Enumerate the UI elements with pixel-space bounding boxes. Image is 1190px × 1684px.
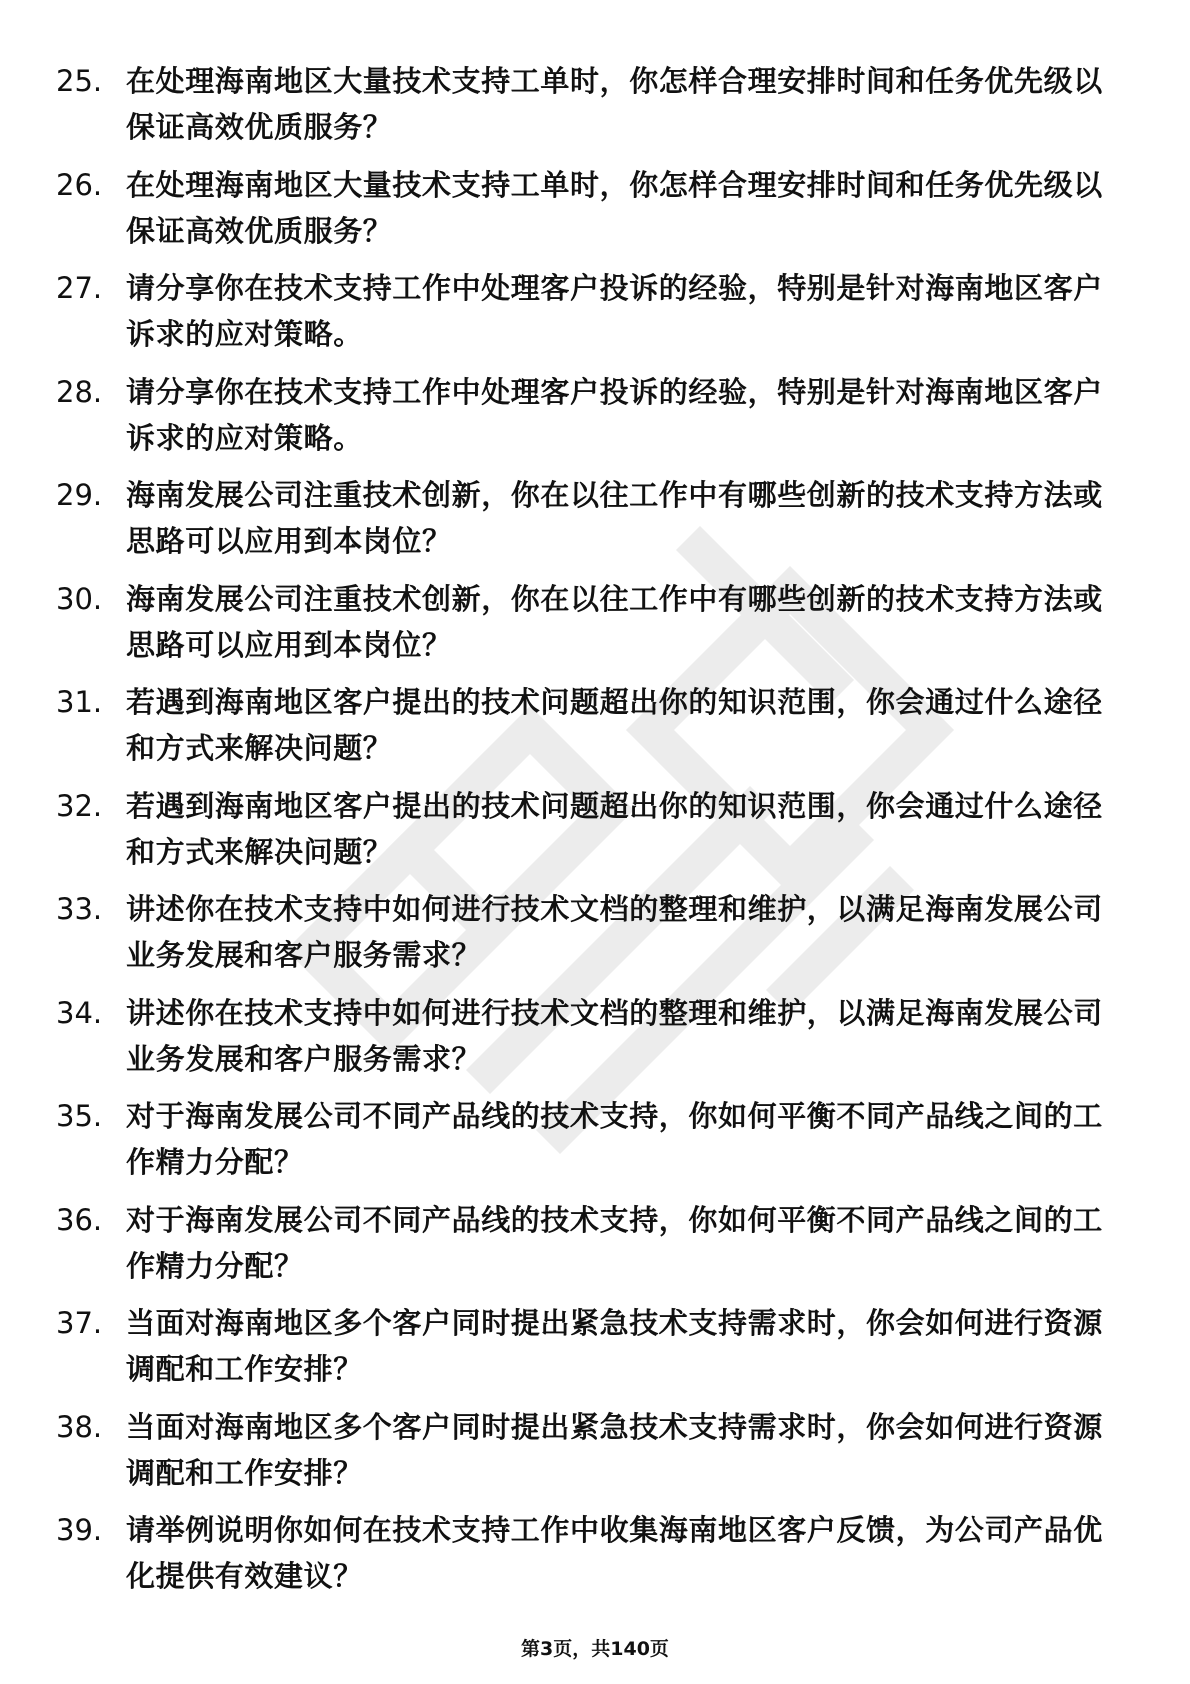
question-item bbox=[56, 576, 1106, 680]
question-number: 35. bbox=[56, 1099, 103, 1133]
question-number: 28. bbox=[56, 374, 103, 409]
question-number: 34. bbox=[56, 995, 103, 1030]
question-item bbox=[56, 1507, 1106, 1611]
question-item bbox=[56, 783, 1106, 887]
question-list bbox=[56, 58, 1106, 1611]
question-item bbox=[56, 58, 1106, 162]
question-number: 36. bbox=[56, 1202, 103, 1237]
question-item bbox=[56, 886, 1106, 990]
question-text: 在处理海南地区大量技术支持工单时，你怎样合理安排时间和任务优先级以保证高效优质服务？ bbox=[126, 64, 1103, 144]
question-text: 对于海南发展公司不同产品线的技术支持，你如何平衡不同产品线之间的工作精力分配？ bbox=[126, 1099, 1103, 1179]
question-text: 讲述你在技术支持中如何进行技术文档的整理和维护，以满足海南发展公司业务发展和客户服务需求？ bbox=[126, 892, 1103, 972]
question-text: 若遇到海南地区客户提出的技术问题超出你的知识范围，你会通过什么途径和方式来解决问题？ bbox=[126, 685, 1103, 765]
question-item bbox=[56, 1300, 1106, 1404]
question-item bbox=[56, 265, 1106, 369]
question-number: 38. bbox=[56, 1409, 103, 1444]
question-item bbox=[56, 1197, 1106, 1301]
question-text: 对于海南发展公司不同产品线的技术支持，你如何平衡不同产品线之间的工作精力分配？ bbox=[126, 1202, 1103, 1283]
page-footer: 第3页，共140页 bbox=[521, 1638, 669, 1660]
question-text: 请分享你在技术支持工作中处理客户投诉的经验，特别是针对海南地区客户诉求的应对策略。 bbox=[126, 374, 1103, 455]
question-text: 海南发展公司注重技术创新，你在以往工作中有哪些创新的技术支持方法或思路可以应用到本岗位？ bbox=[126, 478, 1103, 558]
question-number: 30. bbox=[56, 581, 103, 616]
question-item bbox=[56, 369, 1106, 473]
question-text: 若遇到海南地区客户提出的技术问题超出你的知识范围，你会通过什么途径和方式来解决问题？ bbox=[126, 788, 1103, 869]
question-number: 32. bbox=[56, 788, 103, 823]
question-text: 请分享你在技术支持工作中处理客户投诉的经验，特别是针对海南地区客户诉求的应对策略。 bbox=[126, 271, 1103, 351]
question-text: 请举例说明你如何在技术支持工作中收集海南地区客户反馈，为公司产品优化提供有效建议？ bbox=[126, 1513, 1103, 1593]
question-number: 31. bbox=[56, 685, 103, 719]
question-number: 39. bbox=[56, 1513, 103, 1547]
question-text: 海南发展公司注重技术创新，你在以往工作中有哪些创新的技术支持方法或思路可以应用到本岗位？ bbox=[126, 581, 1103, 662]
question-item bbox=[56, 990, 1106, 1094]
question-text: 在处理海南地区大量技术支持工单时，你怎样合理安排时间和任务优先级以保证高效优质服务？ bbox=[126, 167, 1103, 248]
question-item bbox=[56, 472, 1106, 576]
question-text: 当面对海南地区多个客户同时提出紧急技术支持需求时，你会如何进行资源调配和工作安排？ bbox=[126, 1409, 1103, 1490]
question-number: 27. bbox=[56, 271, 103, 305]
question-item bbox=[56, 679, 1106, 783]
question-number: 25. bbox=[56, 64, 103, 98]
question-number: 26. bbox=[56, 167, 103, 202]
question-item bbox=[56, 162, 1106, 266]
question-number: 33. bbox=[56, 892, 103, 926]
question-text: 讲述你在技术支持中如何进行技术文档的整理和维护，以满足海南发展公司业务发展和客户服务需求？ bbox=[126, 995, 1103, 1076]
question-number: 37. bbox=[56, 1306, 103, 1340]
question-text: 当面对海南地区多个客户同时提出紧急技术支持需求时，你会如何进行资源调配和工作安排？ bbox=[126, 1306, 1103, 1386]
question-item bbox=[56, 1093, 1106, 1197]
question-number: 29. bbox=[56, 478, 103, 512]
question-item bbox=[56, 1404, 1106, 1508]
